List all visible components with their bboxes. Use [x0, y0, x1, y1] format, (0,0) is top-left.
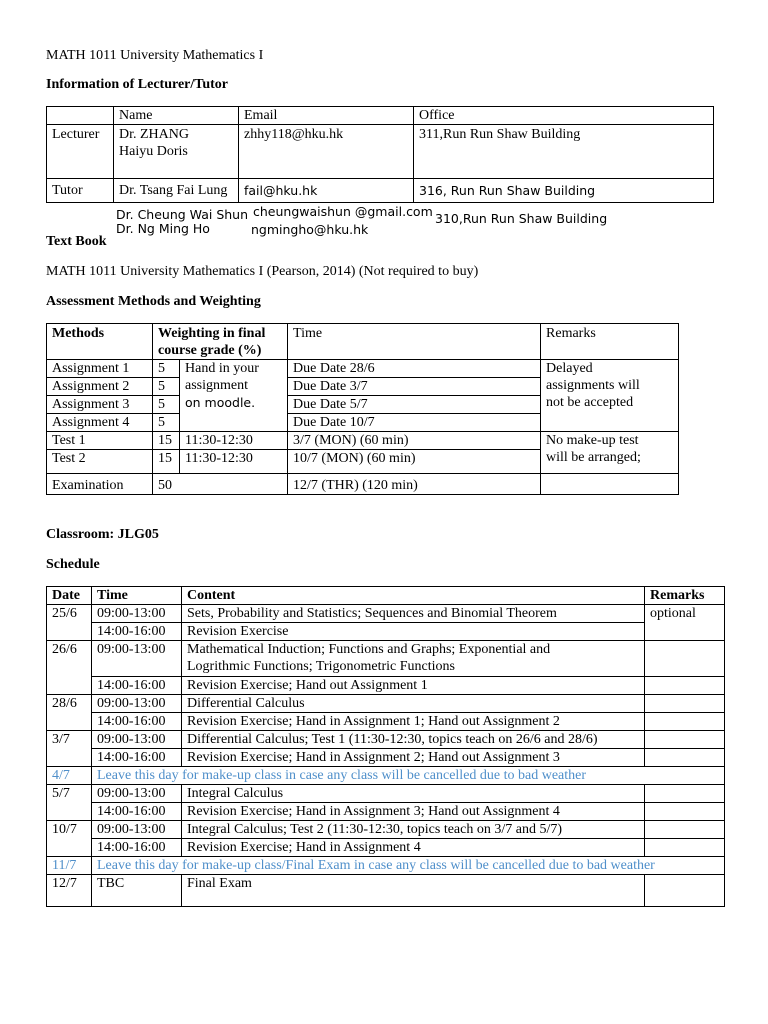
schedule-time: 14:00-16:00	[92, 749, 182, 767]
assess-method: Assignment 3	[47, 396, 153, 414]
assess-remark-assignments	[541, 360, 679, 432]
assess-method: Test 2	[47, 450, 153, 474]
assess-weight: 5	[153, 360, 180, 378]
lecturer-heading: Information of Lecturer/Tutor	[46, 77, 228, 92]
schedule-remarks: optional	[645, 605, 725, 623]
schedule-time: 09:00-13:00	[92, 695, 182, 713]
assess-time: Due Date 10/7	[288, 414, 541, 432]
course-title: MATH 1011 University Mathematics I	[46, 48, 264, 63]
assess-method: Assignment 4	[47, 414, 153, 432]
schedule-date: 26/6	[47, 641, 92, 677]
textbook-text: MATH 1011 University Mathematics I (Pearson, 2014) (Not required to buy)	[46, 264, 479, 279]
schedule-date	[47, 677, 92, 695]
schedule-content: Integral Calculus	[182, 785, 645, 803]
assess-weight: 15	[153, 450, 180, 474]
classroom: Classroom: JLG05	[46, 527, 159, 542]
remark-assign-line1: Delayed	[546, 361, 593, 376]
assessment-table	[46, 323, 679, 495]
schedule-header-time: Time	[92, 587, 182, 605]
lecturer-name-line2: Haiyu Doris	[119, 144, 188, 159]
schedule-date	[47, 803, 92, 821]
assess-remark-tests	[541, 432, 679, 474]
schedule-content: Revision Exercise; Hand in Assignment 1; Hand out Assignment 2	[182, 713, 645, 731]
assess-method: Assignment 1	[47, 360, 153, 378]
assess-header-weighting-line2: course grade (%)	[158, 343, 262, 358]
handin-line2: assignment	[185, 378, 248, 393]
schedule-time: 09:00-13:00	[92, 821, 182, 839]
schedule-remarks	[645, 695, 725, 713]
lecturer-name	[114, 125, 239, 179]
schedule-date	[47, 839, 92, 857]
schedule-remarks	[645, 821, 725, 839]
assess-weight: 5	[153, 378, 180, 396]
schedule-content-line1: Mathematical Induction; Functions and Graphs; Exponential and	[187, 642, 551, 657]
assess-method: Assignment 2	[47, 378, 153, 396]
assess-handin-cell	[180, 360, 288, 432]
remark-test-line2: will be arranged;	[546, 450, 641, 465]
staff-header-email: Email	[239, 107, 414, 125]
schedule-date: 12/7	[47, 875, 92, 907]
textbook-heading: Text Book	[46, 234, 107, 249]
lecturer-email: zhhy118@hku.hk	[239, 125, 414, 179]
staff-table	[46, 106, 714, 203]
schedule-content: Revision Exercise; Hand in Assignment 3; Hand out Assignment 4	[182, 803, 645, 821]
assessment-heading: Assessment Methods and Weighting	[46, 294, 261, 309]
schedule-time: 14:00-16:00	[92, 713, 182, 731]
assess-remark-exam	[541, 474, 679, 495]
remark-test-line1: No make-up test	[546, 433, 639, 448]
schedule-remarks	[645, 731, 725, 749]
remark-assign-line2: assignments will	[546, 378, 640, 393]
schedule-content: Differential Calculus; Test 1 (11:30-12:30, topics teach on 26/6 and 28/6)	[182, 731, 645, 749]
lecturer-office: 311,Run Run Shaw Building	[414, 125, 714, 179]
staff-header-name: Name	[114, 107, 239, 125]
schedule-remarks	[645, 785, 725, 803]
schedule-remarks	[645, 641, 725, 677]
schedule-remarks	[645, 713, 725, 731]
schedule-remarks	[645, 875, 725, 907]
schedule-content: Revision Exercise; Hand in Assignment 2; Hand out Assignment 3	[182, 749, 645, 767]
assess-header-weighting	[153, 324, 288, 360]
schedule-content-line2: Logrithmic Functions; Trigonometric Functions	[187, 659, 455, 674]
schedule-time: TBC	[92, 875, 182, 907]
schedule-time: 14:00-16:00	[92, 623, 182, 641]
tutor-office: 316, Run Run Shaw Building	[414, 179, 714, 203]
extra-tutor-1-email: cheungwaishun @gmail.com	[253, 204, 433, 219]
extra-tutor-2-name: Dr. Ng Ming Ho	[116, 221, 210, 236]
schedule-content: Revision Exercise	[182, 623, 645, 641]
schedule-content: Final Exam	[182, 875, 645, 907]
schedule-makeup-note: Leave this day for make-up class in case any class will be cancelled due to bad weather	[92, 767, 725, 785]
schedule-content: Revision Exercise; Hand in Assignment 4	[182, 839, 645, 857]
schedule-content: Differential Calculus	[182, 695, 645, 713]
lecturer-role: Lecturer	[47, 125, 114, 179]
tutor-name: Dr. Tsang Fai Lung	[114, 179, 239, 203]
tutor-role: Tutor	[47, 179, 114, 203]
schedule-date-makeup: 11/7	[47, 857, 92, 875]
extra-tutor-2-email: ngmingho@hku.hk	[251, 222, 369, 237]
remark-assign-line3: not be accepted	[546, 395, 634, 410]
schedule-time: 09:00-13:00	[92, 641, 182, 677]
schedule-date	[47, 749, 92, 767]
assess-weight: 50	[153, 474, 288, 495]
schedule-date: 10/7	[47, 821, 92, 839]
schedule-date: 5/7	[47, 785, 92, 803]
schedule-time: 09:00-13:00	[92, 605, 182, 623]
assess-weight: 5	[153, 396, 180, 414]
schedule-heading: Schedule	[46, 557, 100, 572]
assess-header-methods: Methods	[47, 324, 153, 360]
assess-method: Test 1	[47, 432, 153, 450]
assess-time: 10/7 (MON) (60 min)	[288, 450, 541, 474]
schedule-content: Sets, Probability and Statistics; Sequences and Binomial Theorem	[182, 605, 645, 623]
handin-line1: Hand in your	[185, 361, 259, 376]
schedule-remarks	[645, 839, 725, 857]
schedule-date	[47, 713, 92, 731]
schedule-header-content: Content	[182, 587, 645, 605]
schedule-makeup-note: Leave this day for make-up class/Final Exam in case any class will be cancelled due to bad weather	[92, 857, 725, 875]
schedule-remarks	[645, 677, 725, 695]
schedule-time: 14:00-16:00	[92, 803, 182, 821]
schedule-header-remarks: Remarks	[645, 587, 725, 605]
schedule-content	[182, 641, 645, 677]
schedule-table	[46, 586, 725, 907]
assess-weight: 5	[153, 414, 180, 432]
assess-method: Examination	[47, 474, 153, 495]
schedule-remarks	[645, 623, 725, 641]
extra-tutor-1-office: 310,Run Run Shaw Building	[435, 211, 608, 226]
staff-header-office: Office	[414, 107, 714, 125]
schedule-date: 25/6	[47, 605, 92, 623]
assess-time: 12/7 (THR) (120 min)	[288, 474, 541, 495]
schedule-time: 14:00-16:00	[92, 677, 182, 695]
schedule-remarks	[645, 749, 725, 767]
schedule-header-date: Date	[47, 587, 92, 605]
assess-header-weighting-line1: Weighting in final	[158, 326, 266, 341]
schedule-date: 3/7	[47, 731, 92, 749]
schedule-time: 14:00-16:00	[92, 839, 182, 857]
lecturer-name-line1: Dr. ZHANG	[119, 127, 189, 142]
handin-line3: on moodle.	[185, 395, 256, 410]
schedule-date-makeup: 4/7	[47, 767, 92, 785]
extra-tutor-1-name: Dr. Cheung Wai Shun	[116, 207, 249, 222]
schedule-date	[47, 623, 92, 641]
tutor-email: fail@hku.hk	[239, 179, 414, 203]
schedule-content: Integral Calculus; Test 2 (11:30-12:30, topics teach on 3/7 and 5/7)	[182, 821, 645, 839]
assess-time: Due Date 3/7	[288, 378, 541, 396]
assess-slot: 11:30-12:30	[180, 450, 288, 474]
assess-time: Due Date 28/6	[288, 360, 541, 378]
schedule-remarks	[645, 803, 725, 821]
schedule-time: 09:00-13:00	[92, 731, 182, 749]
staff-header-blank	[47, 107, 114, 125]
assess-weight: 15	[153, 432, 180, 450]
assess-header-remarks: Remarks	[541, 324, 679, 360]
assess-slot: 11:30-12:30	[180, 432, 288, 450]
assess-time: 3/7 (MON) (60 min)	[288, 432, 541, 450]
assess-time: Due Date 5/7	[288, 396, 541, 414]
assess-header-time: Time	[288, 324, 541, 360]
schedule-time: 09:00-13:00	[92, 785, 182, 803]
schedule-date: 28/6	[47, 695, 92, 713]
schedule-content: Revision Exercise; Hand out Assignment 1	[182, 677, 645, 695]
